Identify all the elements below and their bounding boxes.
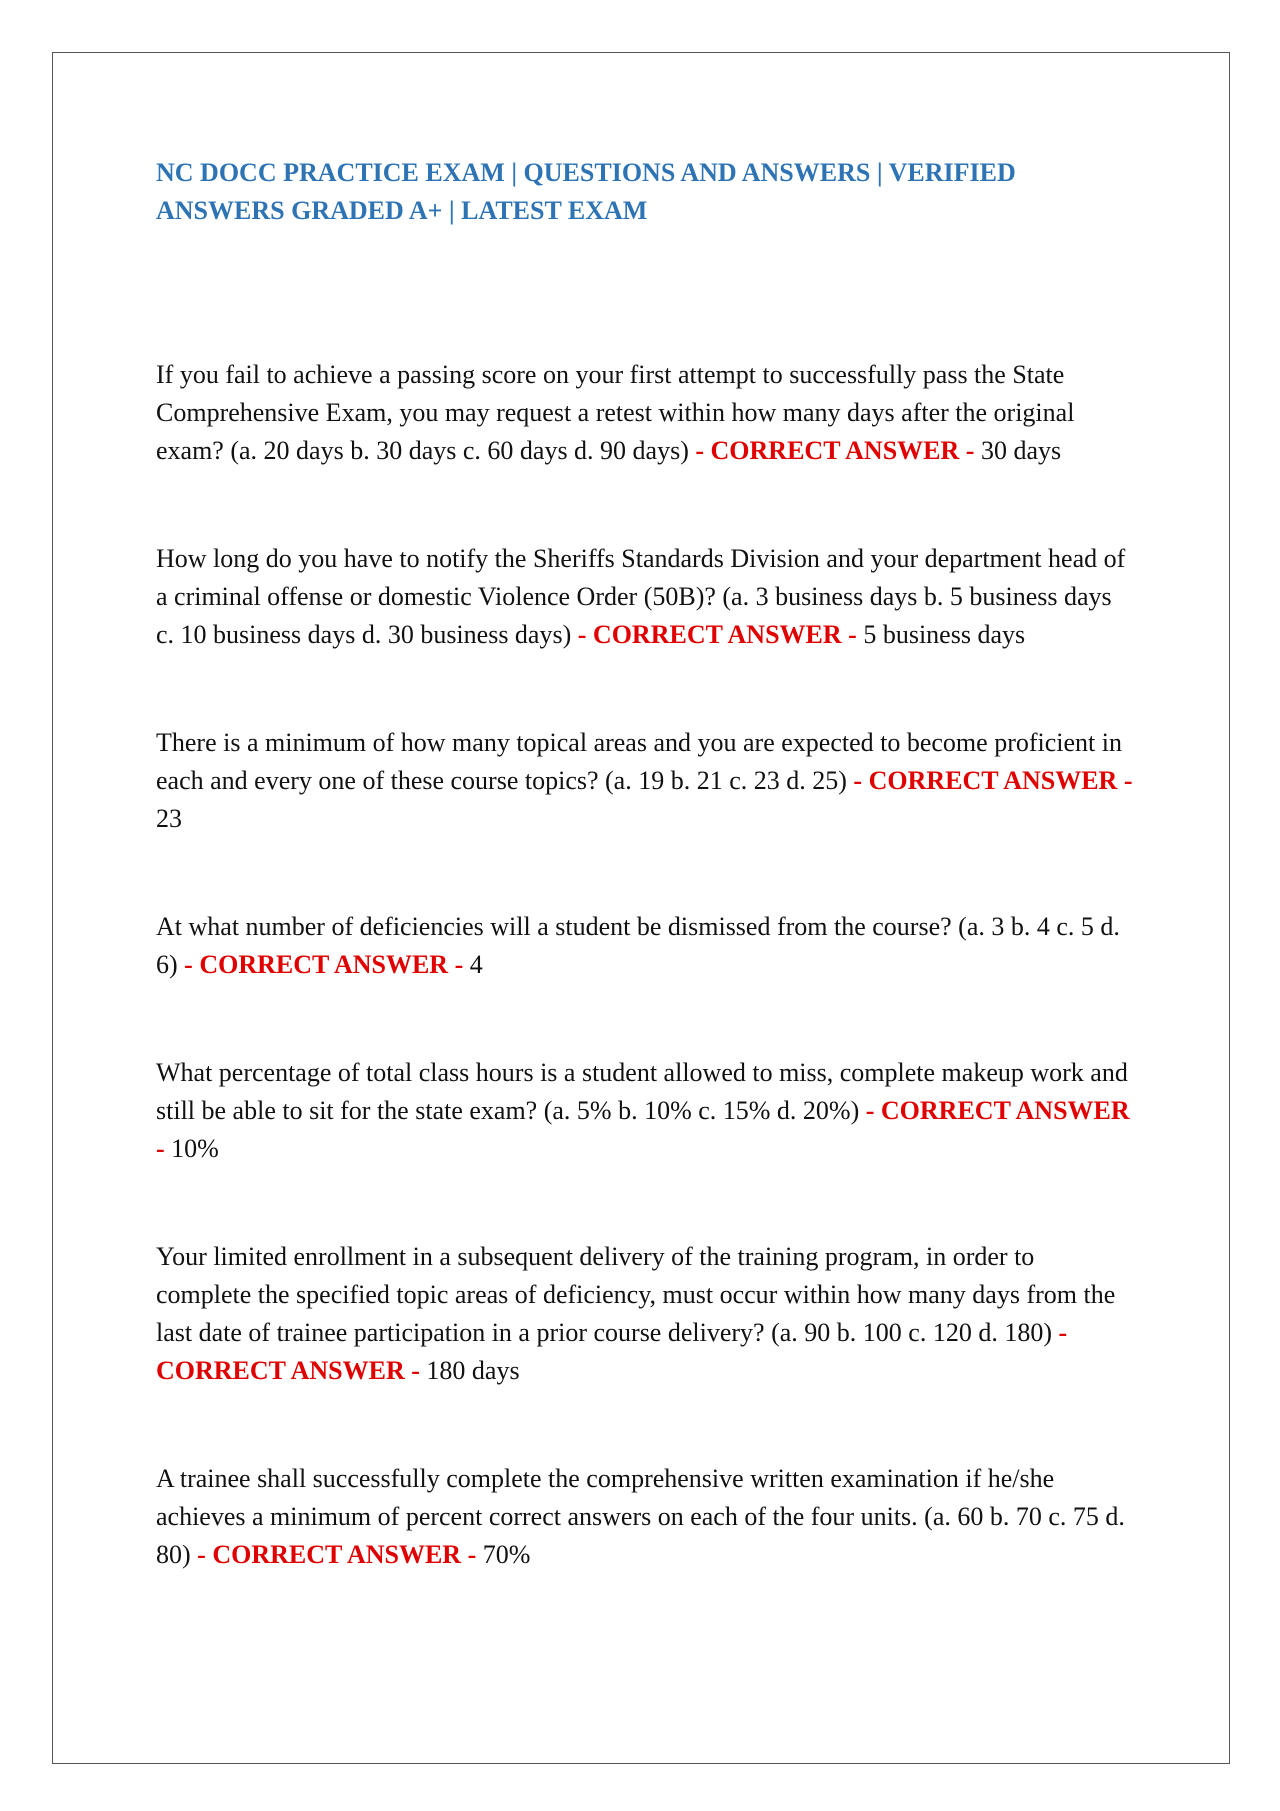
question-item [156, 1460, 1136, 1574]
correct-answer-label: - CORRECT ANSWER - [577, 620, 857, 649]
answer-text: 5 business days [863, 620, 1026, 649]
answer-text: 10% [171, 1134, 219, 1163]
question-item [156, 540, 1136, 654]
correct-answer-label: - CORRECT ANSWER - [184, 950, 464, 979]
question-item [156, 356, 1136, 470]
question-text: How long do you have to notify the Sheriffs Standards Division and your department head of a criminal offense or domestic Violence Order (50B)? (a. 3 business days b. 5 business days c. 10 business days d. 30 business days) [156, 544, 1126, 649]
correct-answer-label: - CORRECT ANSWER - [197, 1540, 477, 1569]
question-text: There is a minimum of how many topical areas and you are expected to become proficient in each and every one of these course topics? (a. 19 b. 21 c. 23 d. 25) [156, 728, 1122, 795]
question-item [156, 1238, 1136, 1390]
answer-text: 180 days [426, 1356, 520, 1385]
question-text: A trainee shall successfully complete the comprehensive written examination if he/she achieves a minimum of percent correct answers on each of the four units. (a. 60 b. 70 c. 75 d. 80) [156, 1464, 1125, 1569]
question-text: At what number of deficiencies will a student be dismissed from the course? (a. 3 b. 4 c. 5 d. 6) [156, 912, 1120, 979]
correct-answer-label: - CORRECT ANSWER - [156, 1096, 1130, 1163]
answer-text: 23 [156, 804, 182, 833]
answer-text: 4 [469, 950, 483, 979]
question-text: Your limited enrollment in a subsequent delivery of the training program, in order to complete the specified topic areas of deficiency, must occur within how many days from the last date of trainee participation in a prior course delivery? (a. 90 b. 100 c. 120 d. 180) [156, 1242, 1116, 1347]
question-text: What percentage of total class hours is a student allowed to miss, complete makeup work and still be able to sit for the state exam? (a. 5% b. 10% c. 15% d. 20%) [156, 1058, 1128, 1125]
correct-answer-label: - CORRECT ANSWER - [695, 436, 975, 465]
correct-answer-label: - CORRECT ANSWER - [156, 1318, 1068, 1385]
question-text: If you fail to achieve a passing score on your first attempt to successfully pass the State Comprehensive Exam, you may request a retest within how many days after the original exam? (a. 20 days b. 30 days c. 60 days d. 90 days) [156, 360, 1075, 465]
question-item [156, 1054, 1136, 1168]
question-item [156, 724, 1136, 838]
correct-answer-label: - CORRECT ANSWER - [853, 766, 1133, 795]
document-content [156, 154, 1136, 1574]
question-item [156, 908, 1136, 984]
document-title: NC DOCC PRACTICE EXAM | QUESTIONS AND ANSWERS | VERIFIED ANSWERS GRADED A+ | LATEST EXAM [156, 158, 1016, 225]
answer-text: 70% [482, 1540, 531, 1569]
answer-text: 30 days [980, 436, 1062, 465]
